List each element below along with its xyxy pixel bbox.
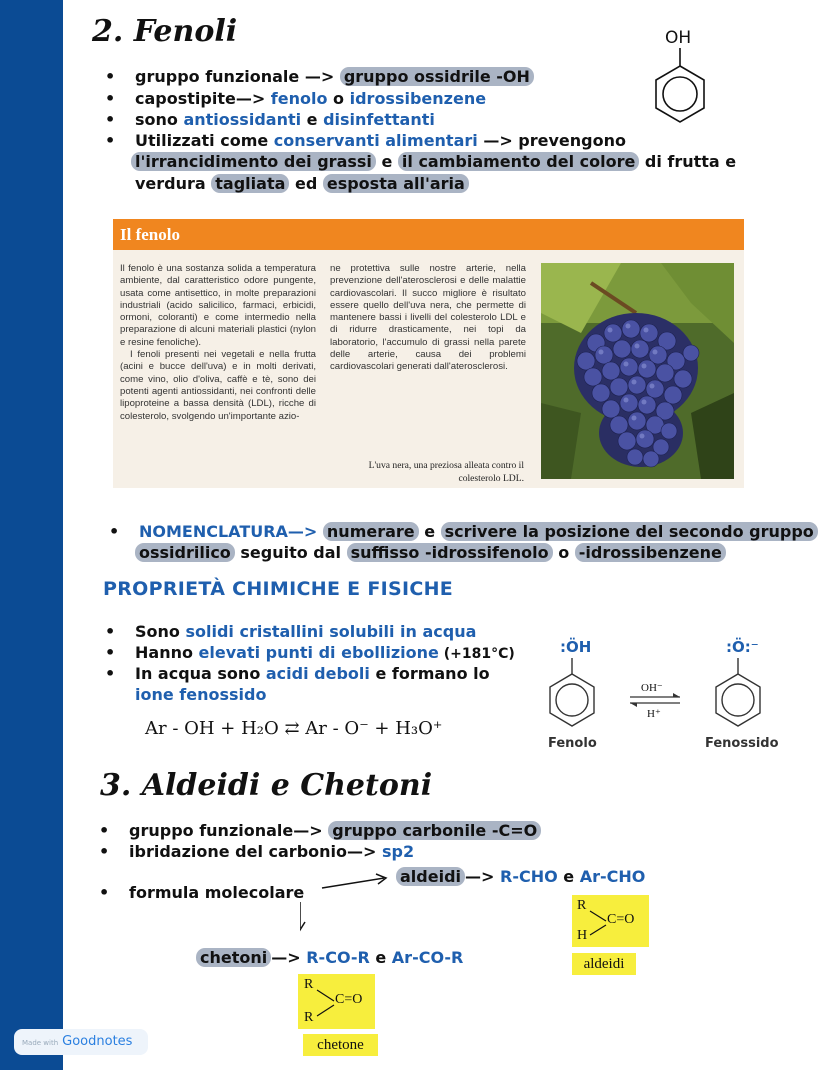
ring-arrows-icon	[540, 634, 790, 734]
bullet-acidi-deboli: • In acqua sono acidi deboli e formano lo	[105, 664, 490, 683]
bullet-gruppo-funzionale: • gruppo funzionale —> gruppo ossidrile -OH	[135, 66, 534, 87]
aldeide-structure: R H C=O	[572, 895, 649, 947]
arrow-bottom-label: H⁺	[647, 708, 661, 720]
oh-label: OH	[665, 28, 692, 48]
box-caption: L'uva nera, una preziosa alleata contro il colesterolo LDL.	[368, 460, 524, 484]
aldeidi-formula: aldeidi —> R-CHO e Ar-CHO	[396, 866, 645, 887]
bullet-formula-molecolare: • formula molecolare	[99, 883, 305, 902]
bullet-capostipite: • capostipite—> fenolo o idrossibenzene	[105, 89, 487, 108]
heading-fenoli: 2. Fenoli	[92, 14, 238, 49]
left-sidebar-bar	[0, 0, 63, 1070]
phenol-phenoxide-figure	[540, 634, 790, 756]
equation: Ar - OH + H₂O ⇄ Ar - O⁻ + H₃O⁺	[145, 718, 443, 739]
bullet-ibridazione: • ibridazione del carbonio—> sp2	[99, 842, 415, 861]
box-title: Il fenolo	[113, 219, 744, 250]
bullet-conservanti-line2: l'irrancidimento dei grassi e il cambiamento del colore di frutta e	[131, 151, 736, 172]
phenol-structure	[636, 26, 706, 126]
bullet-antiossidanti: • sono antiossidanti e disinfettanti	[105, 110, 435, 129]
chetone-label: chetone	[303, 1034, 378, 1056]
bullet-ebollizione: • Hanno elevati punti di ebollizione (+181°C)	[105, 643, 515, 662]
bullet-conservanti-line3: verdura tagliata ed esposta all'aria	[135, 173, 469, 194]
bullet-solidi: • Sono solidi cristallini solubili in acqua	[105, 622, 477, 641]
chetone-bonds-icon	[298, 974, 375, 1029]
o-minus-label: :Ö:⁻	[726, 638, 759, 656]
grapes-photo	[541, 263, 734, 479]
fenolo-textbook-box	[113, 219, 744, 488]
hand-arrows-icon	[300, 870, 400, 940]
chetone-structure: R R C=O	[298, 974, 375, 1029]
goodnotes-watermark: Made with Goodnotes	[14, 1029, 148, 1055]
box-column-1: Il fenolo è una sostanza solida a temperatura ambiente, dal caratteristico odore pungente, usata come antisettico, in molte preparazioni industriali (acido salicilico, farmaci, erbicidi, ormoni, coloranti) e come intermedio nella preparazione di alcuni materiali plastici (nylon e resine fenoliche). I fenoli presenti nei vegetali e nella frutta (acini e bucce dell'uva) e in molti derivati, come vino, olio d'oliva, caffè e tè, sono dei potenti agenti antiossidanti, nei confronti delle lipoproteine a bassa densità (LDL), ricche di colesterolo, svolgendo un'importante azio-	[120, 263, 316, 422]
bullet-nomenclatura-line2: ossidrilico seguito dal suffisso -idrossifenolo o -idrossibenzene	[135, 542, 726, 563]
bullet-conservanti: • Utilizzati come conservanti alimentari —> prevengono	[105, 131, 626, 150]
box-column-2: ne protettiva sulle nostre arterie, nella prevenzione dell'aterosclerosi e delle malattie cardiovascolari. Il succo migliore è risultato essere quello dell'uva nera, che permette di mantenere bassi i livelli del colesterolo LDL e di ridurre drasticamente, nei topi da laboratorio, l'accumulo di grassi nella parete delle arterie, causa dei problemi cardiovascolari generati dall'aterosclerosi.	[330, 263, 526, 373]
ione-fenossido: ione fenossido	[135, 685, 267, 704]
bullet-nomenclatura: • NOMENCLATURA—> numerare e scrivere la posizione del secondo gruppo	[139, 521, 818, 542]
aldeidi-label: aldeidi	[572, 953, 636, 975]
fenolo-label: Fenolo	[548, 736, 597, 751]
chetoni-formula: chetoni —> R-CO-R e Ar-CO-R	[196, 947, 463, 968]
heading-aldeidi-chetoni: 3. Aldeidi e Chetoni	[100, 768, 433, 803]
oh-group-label: :ÖH	[560, 638, 592, 656]
arrow-top-label: OH⁻	[641, 682, 663, 694]
aldeide-bonds-icon	[572, 895, 649, 947]
bullet-gruppo-carbonile: • gruppo funzionale—> gruppo carbonile -C=O	[129, 820, 541, 841]
fenossido-label: Fenossido	[705, 736, 779, 751]
section-title-proprieta: PROPRIETÀ CHIMICHE E FISICHE	[103, 578, 454, 600]
